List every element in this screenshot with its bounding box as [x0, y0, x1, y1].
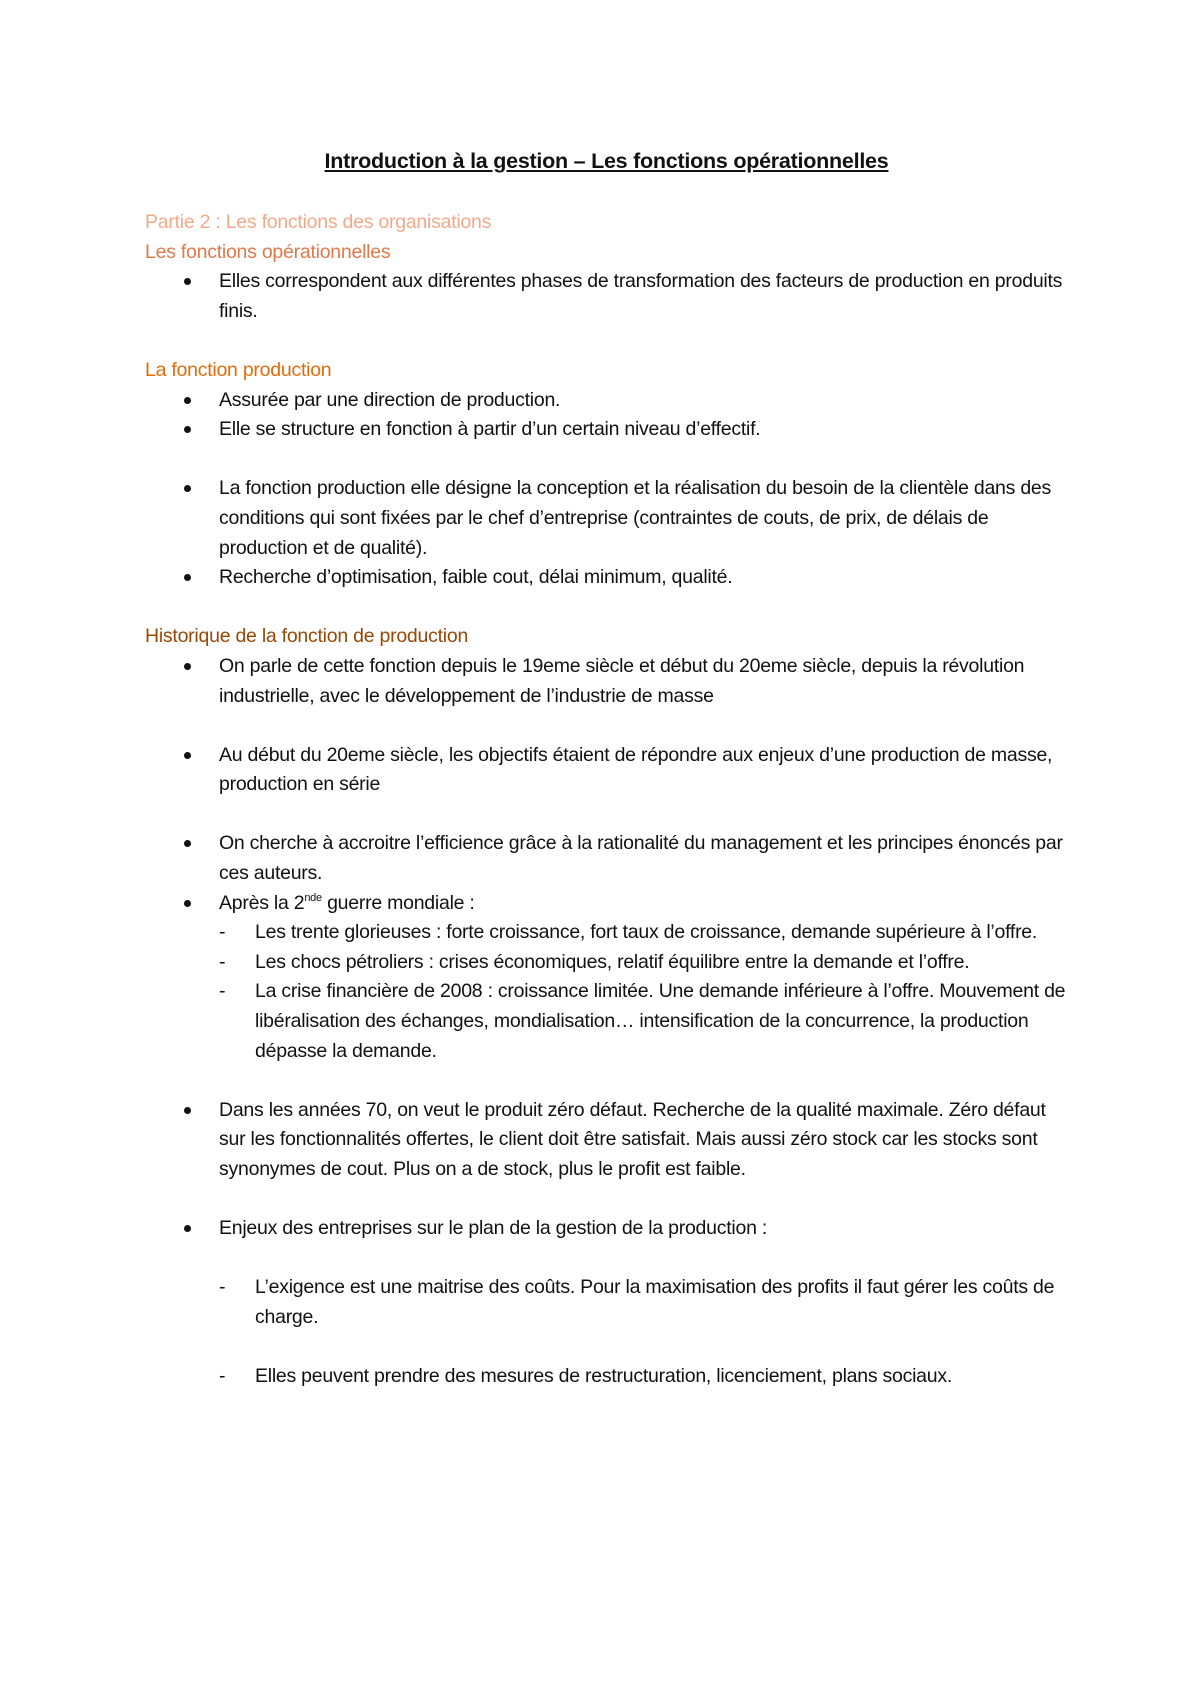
bullet-list	[145, 1214, 1070, 1244]
bullet-list	[145, 741, 1070, 800]
list-item: Elle se structure en fonction à partir d’un certain niveau d’effectif.	[145, 415, 1070, 445]
dash-marker: -	[219, 950, 226, 973]
list-item	[145, 889, 1070, 919]
bullet-list	[145, 1096, 1070, 1185]
list-item: Au début du 20eme siècle, les objectifs étaient de répondre aux enjeux d’une production de masse, production en série	[145, 741, 1070, 800]
section-heading-fonctions-operationnelles: Les fonctions opérationnelles	[145, 240, 391, 263]
list-item: La fonction production elle désigne la conception et la réalisation du besoin de la clientèle dans des conditions qui sont fixées par le chef d’entreprise (contraintes de couts, de prix, de délais de production et de qualité).	[145, 474, 1070, 563]
dash-list	[145, 918, 1070, 1066]
bullet-list	[145, 474, 1070, 592]
dash-list	[145, 1362, 1070, 1392]
list-item: On cherche à accroitre l’efficience grâce à la rationalité du management et les principes énoncés par ces auteurs.	[145, 829, 1070, 888]
dash-item-text: L’exigence est une maitrise des coûts. Pour la maximisation des profits il faut gérer les coûts de charge.	[255, 1276, 1055, 1328]
list-item-text: Après la 2	[219, 891, 305, 914]
part-heading: Partie 2 : Les fonctions des organisations	[145, 211, 492, 233]
dash-item	[145, 1273, 1070, 1332]
list-item: Enjeux des entreprises sur le plan de la gestion de la production :	[145, 1214, 1070, 1244]
dash-item-text: Les trente glorieuses : forte croissance, fort taux de croissance, demande supérieure à l’offre.	[255, 921, 1038, 944]
section-heading-historique: Historique de la fonction de production	[145, 625, 469, 648]
dash-item	[145, 948, 1070, 978]
dash-item	[145, 1362, 1070, 1392]
dash-list	[145, 1273, 1070, 1332]
list-item: Elles correspondent aux différentes phases de transformation des facteurs de production en produits finis.	[145, 267, 1070, 326]
dash-marker: -	[219, 1365, 226, 1388]
document-title: Introduction à la gestion – Les fonctions opérationnelles	[324, 149, 889, 173]
bullet-list	[145, 652, 1070, 711]
section-heading-fonction-production: La fonction production	[145, 358, 332, 381]
list-item: Dans les années 70, on veut le produit zéro défaut. Recherche de la qualité maximale. Zéro défaut sur les fonctionnalités offertes, le client doit être satisfait. Mais aussi zéro stock car les stocks sont synonymes de cout. Plus on a de stock, plus le profit est faible.	[145, 1096, 1070, 1185]
dash-item-text: Les chocs pétroliers : crises économiques, relatif équilibre entre la demande et l’offre.	[255, 950, 970, 973]
dash-item	[145, 977, 1070, 1066]
list-item-text: guerre mondiale :	[321, 891, 475, 914]
bullet-list	[145, 829, 1070, 918]
dash-marker: -	[219, 921, 226, 944]
dash-item-text: Elles peuvent prendre des mesures de restructuration, licenciement, plans sociaux.	[255, 1365, 953, 1388]
dash-marker: -	[219, 1276, 226, 1299]
dash-marker: -	[219, 980, 226, 1003]
superscript-nde: nde	[304, 891, 322, 904]
dash-item	[145, 918, 1070, 948]
document-content	[145, 146, 1070, 1392]
list-item: Recherche d’optimisation, faible cout, délai minimum, qualité.	[145, 563, 1070, 593]
list-item: On parle de cette fonction depuis le 19eme siècle et début du 20eme siècle, depuis la révolution industrielle, avec le développement de l’industrie de masse	[145, 652, 1070, 711]
bullet-list	[145, 386, 1070, 445]
dash-item-text: La crise financière de 2008 : croissance limitée. Une demande inférieure à l’offre. Mouvement de libéralisation des échanges, mondialisation… intensification de la concurrence, la production dépasse la demande.	[255, 980, 1066, 1062]
list-item: Assurée par une direction de production.	[145, 386, 1070, 416]
bullet-list	[145, 267, 1070, 326]
